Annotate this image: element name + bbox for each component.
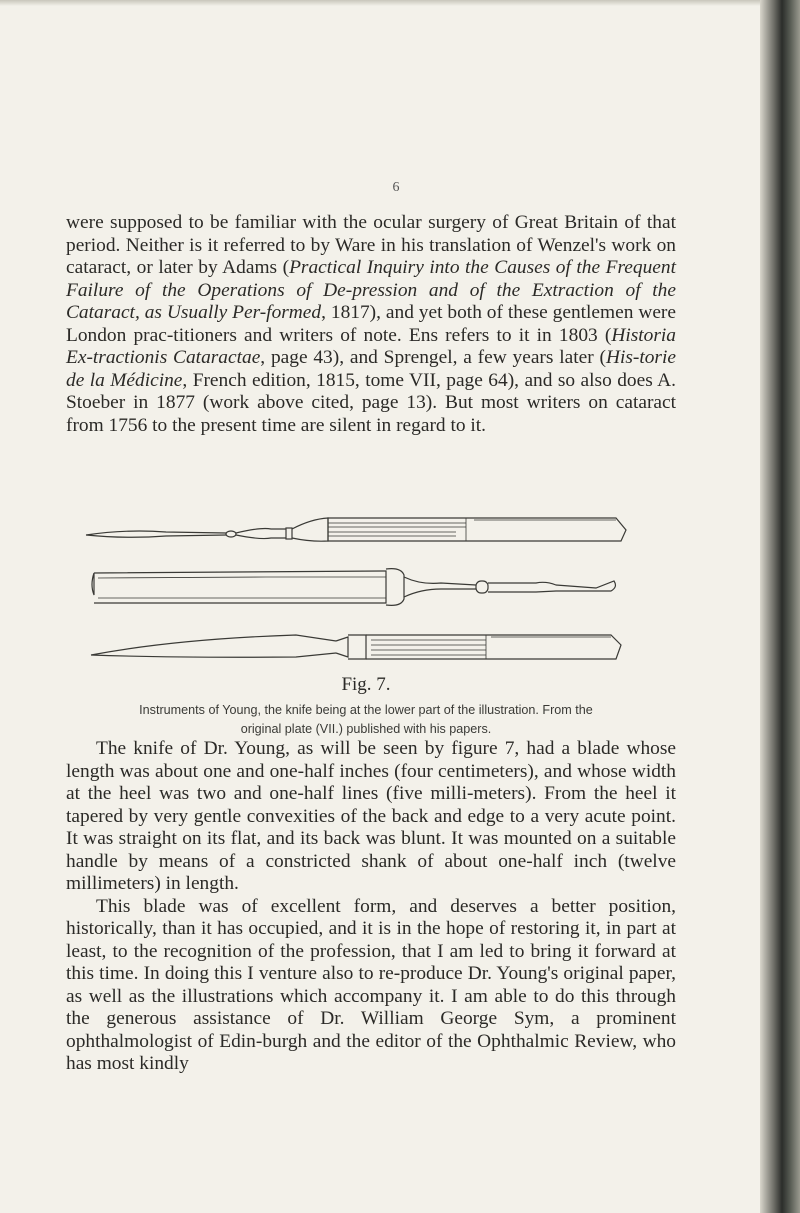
instrument-knife-bottom [91, 635, 621, 659]
page-top-edge [0, 0, 800, 6]
figure-7-instruments [66, 515, 646, 665]
p1-citation-ens: Historia Ex-tractionis Cataractae [66, 324, 676, 368]
paragraph-3: This blade was of excellent form, and deserves a better position, historically, than it has occupied, and it is in the hope of restoring it, in part at least, to the recognition of the profession, that I am led to bring it forward at this time. In doing this I venture also to re-produce Dr. Young's original paper, as well as the illustrations which accompany it. I am able to do this through the generous assistance of Dr. William George Sym, a prominent ophthalmologist of Edin-burgh and the editor of the Ophthalmic Review, who has most kindly [66, 895, 676, 1074]
book-binding-edge [760, 0, 800, 1213]
p1-text-4: , French edition, 1815, tome VII, page 64), and so also does A. Stoeber in 1877 (work above cited, page 13). But most writers on cataract from 1756 to the present time are silent in regard to it. [66, 369, 676, 436]
instrument-needle-top [86, 518, 626, 541]
p1-text-2: , 1817), and yet both of these gentlemen were London prac-titioners and writers of note. Ens refers to it in 1803 ( [66, 302, 676, 346]
body-text-after-figure [66, 738, 676, 1076]
caption-line-2: original plate (VII.) published with his papers. [240, 722, 492, 736]
paragraph-1 [66, 212, 676, 437]
paragraph-2: The knife of Dr. Young, as will be seen by figure 7, had a blade whose length was about one and one-half inches (four centimeters), and whose width at the heel was two and one-half lines (five milli-meters). From the heel it tapered by very gentle convexities of the back and edge to a very acute point. It was straight on its flat, and its back was blunt. It was mounted on a suitable handle by means of a constricted shank of about one-half inch (twelve millimeters) in length. [66, 738, 676, 894]
p1-citation-adams: Practical Inquiry into the Causes of the Frequent Failure of the Operations of De-pression and of the Extraction of the Cataract, as Usually Per-formed [66, 257, 676, 323]
p1-text-3: , page 43), and Sprengel, a few years later ( [260, 347, 606, 368]
figure-label: Fig. 7. [341, 674, 391, 695]
page-number: 6 [392, 180, 400, 195]
caption-line-1: Instruments of Young, the knife being at the lower part of the illustration. From the [139, 703, 593, 717]
figure-caption [66, 701, 666, 739]
instrument-hook-middle [92, 569, 615, 606]
p1-citation-sprengel: His-torie de la Médicine [66, 347, 676, 391]
p1-text-1: were supposed to be familiar with the ocular surgery of Great Britain of that period. Neither is it referred to by Ware in his translation of Wenzel's work on cataract, or later by Adams ( [66, 212, 676, 278]
